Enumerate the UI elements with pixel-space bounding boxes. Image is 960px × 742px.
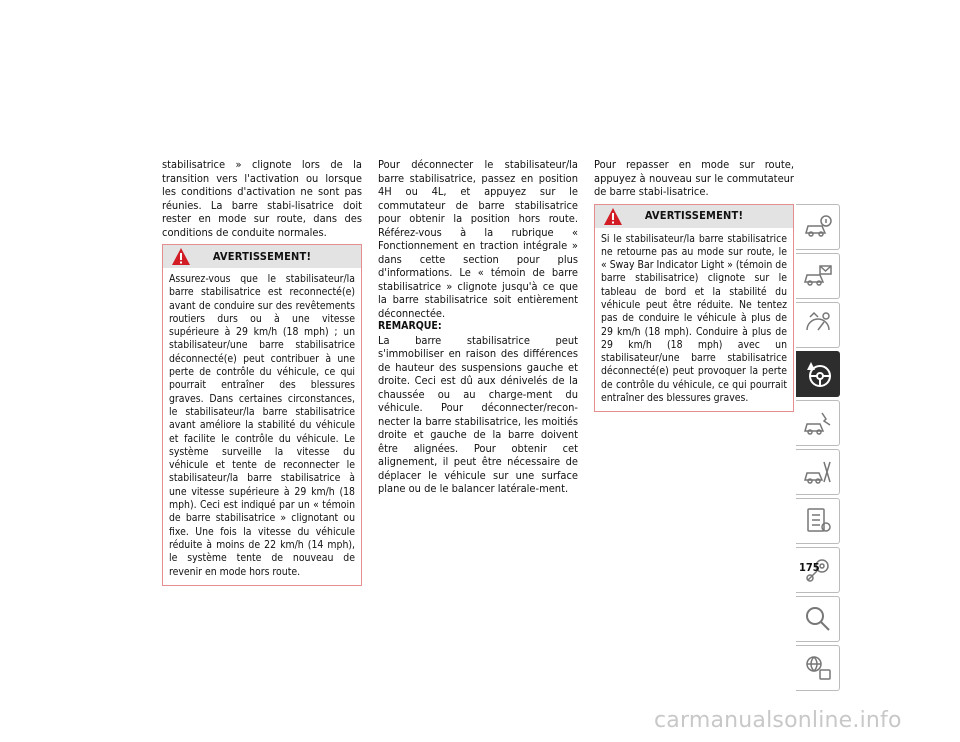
warning-title: AVERTISSEMENT! <box>644 209 744 223</box>
dashboard-gauge-icon <box>802 309 834 341</box>
page-number: 175 <box>799 561 820 574</box>
language-globe-icon <box>802 652 834 684</box>
tab-car-tools[interactable] <box>796 449 840 495</box>
car-mail-icon <box>802 260 834 292</box>
warning-header <box>163 245 361 268</box>
warning-text: Assurez-vous que le stabilisateur/la barre stabilisatrice est reconnecté(e) avant de conduire sur des revêtements routiers durs ou à une vitesse supérieure à 29 km/h (18 mph) ; un stabilisateur/une barre stabilisatrice déconnecté(e) peut contribuer à une perte de contrôle du véhicule, ce qui pourrait entraîner des blessures graves. Dans certaines circonstances, le stabilisateur/la barre stabilisatrice avant améliore la stabilité du véhicule et facilite le contrôle du véhicule. Le système surveille la vitesse du véhicule et tente de reconnecter le stabilisateur/la barre stabilisatrice à une vitesse supérieure à 29 km/h (18 mph). Ceci est indiqué par un « témoin de barre stabilisatrice » clignotant ou fixe. Une fois la vitesse du véhicule réduite à moins de 22 km/h (14 mph), le système tente de nouveau de revenir en mode hors route. <box>169 273 355 578</box>
note-title: REMARQUE: <box>378 320 442 332</box>
warning-header <box>595 205 793 228</box>
car-tools-icon <box>802 456 834 488</box>
tab-steering[interactable] <box>796 351 840 397</box>
tab-checklist[interactable] <box>796 498 840 544</box>
steering-wheel-icon <box>802 358 834 390</box>
warning-box <box>162 244 362 586</box>
text-column-3 <box>594 158 794 412</box>
chapter-tabs <box>796 204 840 694</box>
text-column-1 <box>162 158 362 586</box>
paragraph: Pour déconnecter le stabilisateur/la barre stabilisatrice, passez en position 4H ou 4L, et appuyez sur le commutateur de barre stabilisatrice pour obtenir la position hors route. Référez-vous à la rubrique « Fonctionnement en traction intégrale » dans cette section pour plus d'informations. Le « témoin de barre stabilisatrice » clignote jusqu'à ce que la barre stabilisatrice soit entièrement déconnectée. <box>378 158 578 320</box>
car-crash-icon <box>802 407 834 439</box>
tab-car-mail[interactable] <box>796 253 840 299</box>
tab-car-info[interactable] <box>796 204 840 250</box>
tab-language[interactable] <box>796 645 840 691</box>
car-info-icon <box>802 211 834 243</box>
tab-car-crash[interactable] <box>796 400 840 446</box>
warning-box <box>594 204 794 413</box>
warning-triangle-icon <box>603 207 623 226</box>
watermark: carmanualsonline.info <box>654 708 902 733</box>
text-column-2 <box>378 158 578 496</box>
warning-text: Si le stabilisateur/la barre stabilisatrice ne retourne pas au mode sur route, le « Sway Bar Indicator Light » (témoin de barre stabilisatrice) clignote sur le tableau de bord et la stabilité du véhicule peut être réduite. Ne tentez pas de conduire le véhicule à plus de 29 km/h (18 mph). Conduire à plus de 29 km/h (18 mph) avec un stabilisateur/une barre stabilisatrice déconnecté(e) peut provoquer la perte de contrôle du véhicule, ce qui pourrait entraîner des blessures graves. <box>601 232 787 405</box>
magnifier-icon <box>802 603 834 635</box>
checklist-icon <box>802 505 834 537</box>
paragraph: Pour repasser en mode sur route, appuyez à nouveau sur le commutateur de barre stabi-lisatrice. <box>594 158 794 198</box>
warning-triangle-icon <box>171 247 191 266</box>
tab-search[interactable] <box>796 596 840 642</box>
warning-title: AVERTISSEMENT! <box>212 249 312 263</box>
note-text: La barre stabilisatrice peut s'immobiliser en raison des différences de hauteur des suspensions gauche et droite. Ceci est dû aux dénivelés de la chaussée ou au charge-ment du véhicule. Pour déconnecter/recon-necter la barre stabilisatrice, les moitiés droite et gauche de la barre doivent être alignées. Pour obtenir cet alignement, il peut être nécessaire de déplacer le véhicule sur une surface plane ou de le balancer latérale-ment. <box>378 333 578 495</box>
tab-dashboard[interactable] <box>796 302 840 348</box>
paragraph: stabilisatrice » clignote lors de la transition vers l'activation ou lorsque les conditions d'activation ne sont pas réunies. La barre stabi-lisatrice doit rester en mode sur route, dans des conditions de conduite normales. <box>162 158 362 239</box>
